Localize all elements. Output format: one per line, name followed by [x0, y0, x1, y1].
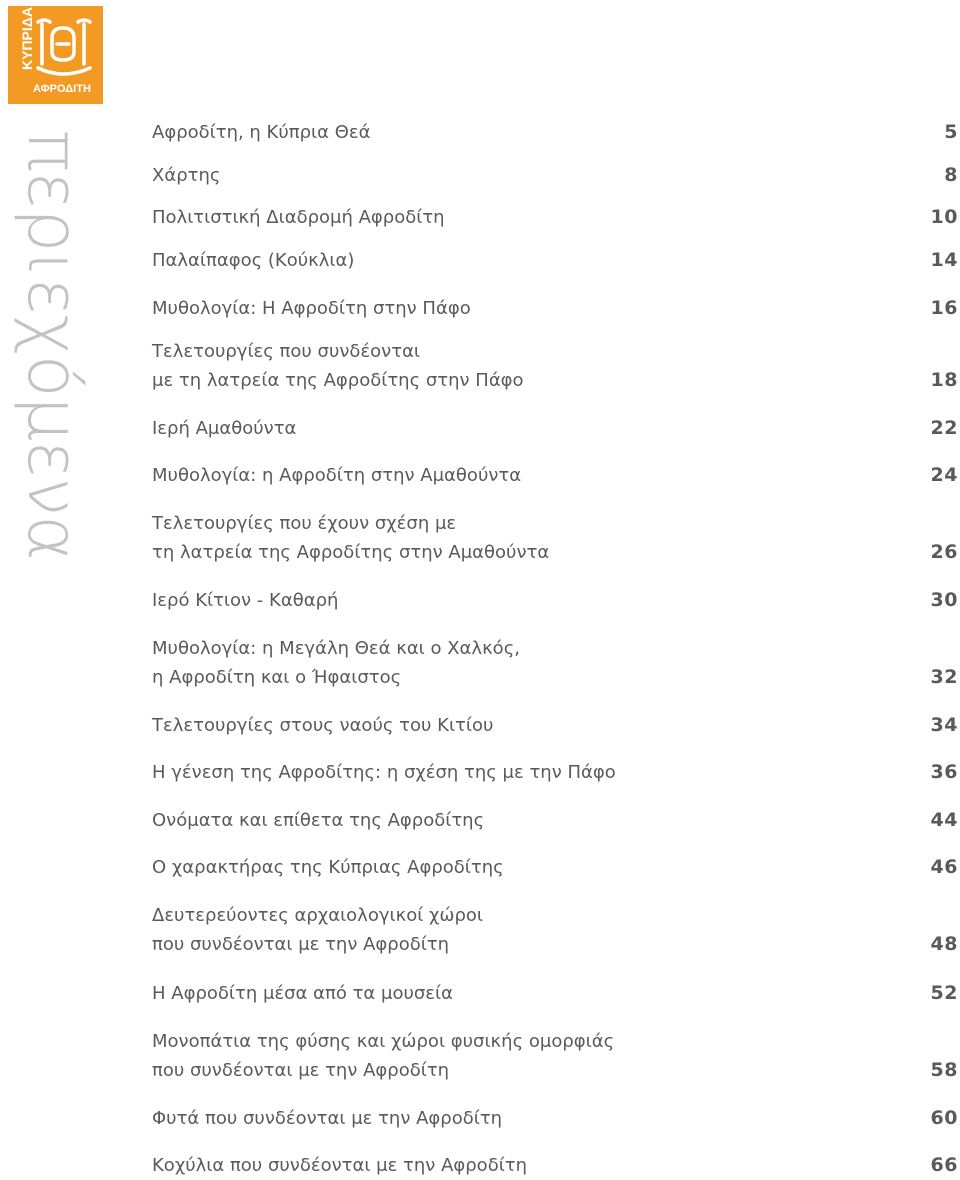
- temple-icon: [38, 20, 90, 74]
- toc-entry[interactable]: [152, 1027, 958, 1085]
- toc-entry-title: που συνδέονται με την Αφροδίτη: [152, 1060, 450, 1081]
- toc-entry-title: Μυθολογία: η Μεγάλη Θεά και ο Χαλκός,: [152, 638, 520, 659]
- toc-entry-page-number: 36: [930, 761, 958, 783]
- logo-text-vertical: ΚΥΠΡΙΔΑ: [19, 7, 35, 70]
- toc-entry-page-number: 66: [930, 1154, 958, 1176]
- toc-entry-title: Πολιτιστική Διαδρομή Αφροδίτη: [152, 207, 445, 228]
- toc-entry-page-number: 48: [930, 933, 958, 955]
- toc-entry-page-number: 52: [930, 982, 958, 1004]
- toc-entry-page-number: 18: [930, 369, 958, 391]
- toc-entry-page-number: 26: [930, 541, 958, 563]
- toc-entry[interactable]: [152, 161, 958, 190]
- toc-entry-title: Χάρτης: [152, 165, 221, 186]
- toc-entry-title: Μονοπάτια της φύσης και χώροι φυσικής ομορφιάς: [152, 1031, 615, 1052]
- toc-entry-title: Τελετουργίες στους ναούς του Κιτίου: [152, 715, 494, 736]
- toc-entry-title: η Αφροδίτη και ο Ήφαιστος: [152, 667, 402, 688]
- toc-entry[interactable]: [152, 337, 958, 395]
- toc-entry[interactable]: [152, 586, 958, 615]
- toc-entry-title: Η Αφροδίτη μέσα από τα μουσεία: [152, 983, 453, 1004]
- toc-entry-title: τη λατρεία της Αφροδίτης στην Αμαθούντα: [152, 542, 550, 563]
- toc-entry[interactable]: [152, 634, 958, 692]
- toc-entry-page-number: 32: [930, 666, 958, 688]
- toc-entry-page-number: 8: [944, 164, 958, 186]
- toc-entry-page-number: 10: [930, 206, 958, 228]
- toc-entry[interactable]: [152, 1104, 958, 1133]
- toc-entry[interactable]: [152, 246, 958, 275]
- toc-entry-page-number: 58: [930, 1059, 958, 1081]
- toc-entry-page-number: 34: [930, 714, 958, 736]
- logo: [8, 6, 103, 104]
- toc-entry-title: Φυτά που συνδέονται με την Αφροδίτη: [152, 1108, 503, 1129]
- table-of-contents: [152, 0, 958, 1179]
- toc-entry-page-number: 14: [930, 249, 958, 271]
- toc-entry[interactable]: [152, 806, 958, 835]
- toc-entry-page-number: 44: [930, 809, 958, 831]
- toc-entry[interactable]: [152, 758, 958, 787]
- toc-entry[interactable]: [152, 118, 958, 147]
- toc-entry-title: Ονόματα και επίθετα της Αφροδίτης: [152, 810, 485, 831]
- toc-entry-title: Μυθολογία: Η Αφροδίτη στην Πάφο: [152, 298, 471, 319]
- toc-entry[interactable]: [152, 294, 958, 323]
- section-title-vertical: περιεχόμενα: [12, 130, 94, 561]
- toc-entry-title: Ο χαρακτήρας της Κύπριας Αφροδίτης: [152, 857, 504, 878]
- toc-entry-title: Αφροδίτη, η Κύπρια Θεά: [152, 122, 371, 143]
- toc-entry[interactable]: [152, 461, 958, 490]
- toc-entry-title: που συνδέονται με την Αφροδίτη: [152, 934, 450, 955]
- toc-entry-page-number: 5: [944, 121, 958, 143]
- toc-entry[interactable]: [152, 853, 958, 882]
- toc-entry-title: Ιερό Κίτιον - Καθαρή: [152, 590, 339, 611]
- toc-entry-title: Ιερή Αμαθούντα: [152, 418, 297, 439]
- toc-entry-page-number: 46: [930, 856, 958, 878]
- toc-entry[interactable]: [152, 414, 958, 443]
- toc-entry-page-number: 30: [930, 589, 958, 611]
- toc-entry[interactable]: [152, 711, 958, 740]
- toc-entry[interactable]: [152, 203, 958, 232]
- toc-entry[interactable]: [152, 979, 958, 1008]
- toc-entry-title: με τη λατρεία της Αφροδίτης στην Πάφο: [152, 370, 524, 391]
- toc-entry[interactable]: [152, 1151, 958, 1180]
- logo-mark: [8, 6, 103, 104]
- logo-text-horizontal: ΑΦΡΟΔΙΤΗ: [33, 83, 91, 95]
- toc-entry-title: Τελετουργίες που συνδέονται: [152, 341, 421, 362]
- toc-entry[interactable]: [152, 509, 958, 567]
- toc-entry-page-number: 22: [930, 417, 958, 439]
- toc-entry-page-number: 24: [930, 464, 958, 486]
- toc-entry[interactable]: [152, 901, 958, 959]
- toc-entry-title: Δευτερεύοντες αρχαιολογικοί χώροι: [152, 905, 484, 926]
- toc-entry-page-number: 16: [930, 297, 958, 319]
- toc-entry-page-number: 60: [930, 1107, 958, 1129]
- toc-entry-title: Παλαίπαφος (Κούκλια): [152, 250, 355, 271]
- toc-entry-title: Τελετουργίες που έχουν σχέση με: [152, 513, 457, 534]
- toc-entry-title: Κοχύλια που συνδέονται με την Αφροδίτη: [152, 1155, 528, 1176]
- toc-entry-title: Η γένεση της Αφροδίτης: η σχέση της με την Πάφο: [152, 762, 616, 783]
- toc-entry-title: Μυθολογία: η Αφροδίτη στην Αμαθούντα: [152, 465, 522, 486]
